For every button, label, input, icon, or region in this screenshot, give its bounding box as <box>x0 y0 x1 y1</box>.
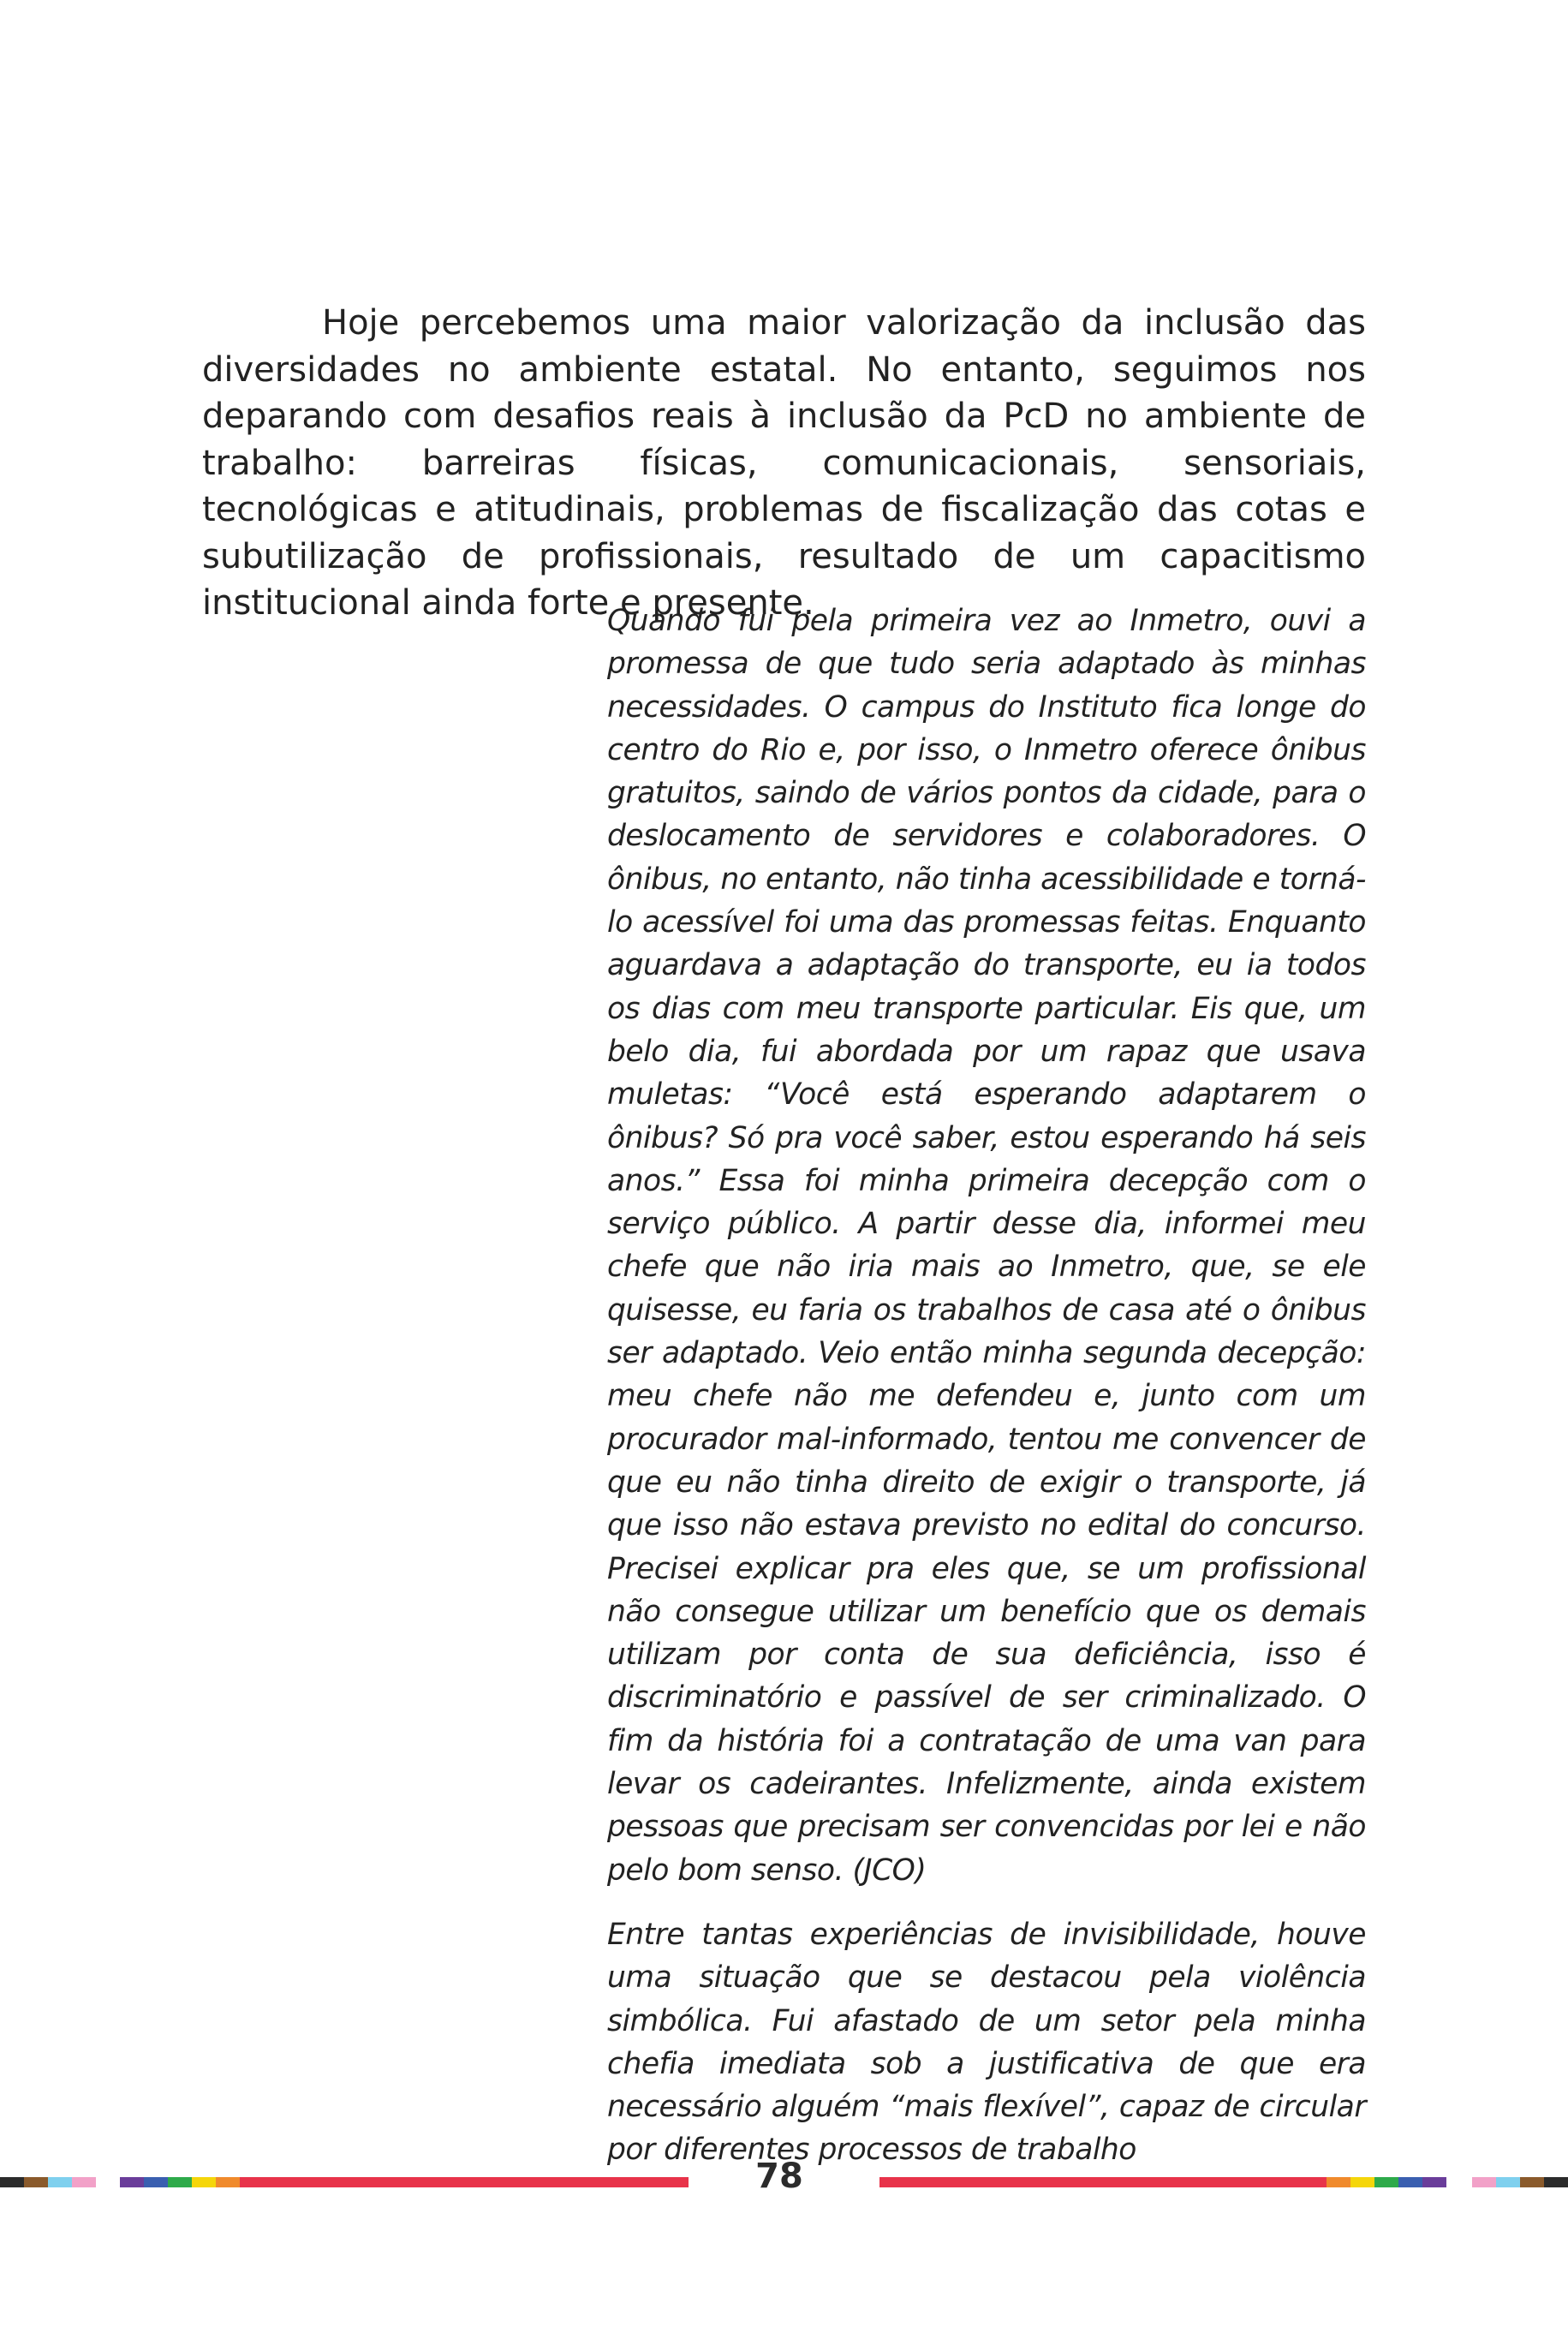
testimony-block <box>607 600 1366 2172</box>
body-paragraph: Hoje percebemos uma maior valorização da inclusão das diversidades no ambiente estatal. No entanto, seguimos nos deparando com desafios reais à inclusão da PcD no ambiente de trabalho: barreiras físicas, comunicacionais, sensoriais, tecnológicas e atitudinais, problemas de fiscalização das cotas e subutilização de profissionais, resultado de um capacitismo institucional ainda forte e presente. <box>202 303 1366 623</box>
color-segment <box>24 2177 48 2187</box>
color-segment <box>1496 2177 1520 2187</box>
color-segment <box>1398 2177 1422 2187</box>
color-segment <box>48 2177 72 2187</box>
color-segment <box>240 2177 689 2187</box>
color-segment <box>168 2177 192 2187</box>
testimony-quote: Entre tantas experiências de invisibilidade, houve uma situação que se destacou pela violência simbólica. Fui afastado de um setor pela minha chefia imediata sob a justificativa de que era necessário alguém “mais flexível”, capaz de circular por diferentes processos de trabalho <box>607 1917 1366 2168</box>
page-number: 78 <box>755 2157 803 2196</box>
color-segment <box>1327 2177 1350 2187</box>
color-segment <box>1350 2177 1374 2187</box>
color-segment <box>0 2177 24 2187</box>
color-segment <box>144 2177 168 2187</box>
color-segment <box>1472 2177 1496 2187</box>
color-segment <box>72 2177 96 2187</box>
color-segment <box>1520 2177 1544 2187</box>
color-segment <box>120 2177 144 2187</box>
color-segment <box>1422 2177 1446 2187</box>
color-segment <box>1374 2177 1398 2187</box>
color-segment <box>1544 2177 1568 2187</box>
color-segment <box>192 2177 216 2187</box>
testimony-quote: Quando fui pela primeira vez ao Inmetro, ouvi a promessa de que tudo seria adaptado às minhas necessidades. O campus do Instituto fica longe do centro do Rio e, por isso, o Inmetro oferece ônibus gratuitos, saindo de vários pontos da cidade, para o deslocamento de servidores e colaboradores. O ônibus, no entanto, não tinha acessibilidade e torná-lo acessível foi uma das promessas feitas. Enquanto aguardava a adaptação do transporte, eu ia todos os dias com meu transporte particular. Eis que, um belo dia, fui abordada por um rapaz que usava muletas: “Você está esperando adaptarem o ônibus? Só pra você saber, estou esperando há seis anos.” Essa foi minha primeira decepção com o serviço público. A partir desse dia, informei meu chefe que não iria mais ao Inmetro, que, se ele quisesse, eu faria os trabalhos de casa até o ônibus ser adaptado. Veio então minha segunda decepção: meu chefe não me defendeu e, junto com um procurador mal-informado, tentou me convencer de que eu não tinha direito de exigir o transporte, já que isso não estava previsto no edital do concurso. Precisei explicar pra eles que, se um profissional não consegue utilizar um benefício que os demais utilizam por conta de sua deficiência, isso é discriminatório e passível de ser criminalizado. O fim da história foi a contratação de uma van para levar os cadeirantes. Infelizmente, ainda existem pessoas que precisam ser convencidas por lei e não pelo bom senso. (JCO) <box>607 604 1366 1888</box>
color-segment <box>879 2177 1327 2187</box>
color-segment <box>216 2177 240 2187</box>
